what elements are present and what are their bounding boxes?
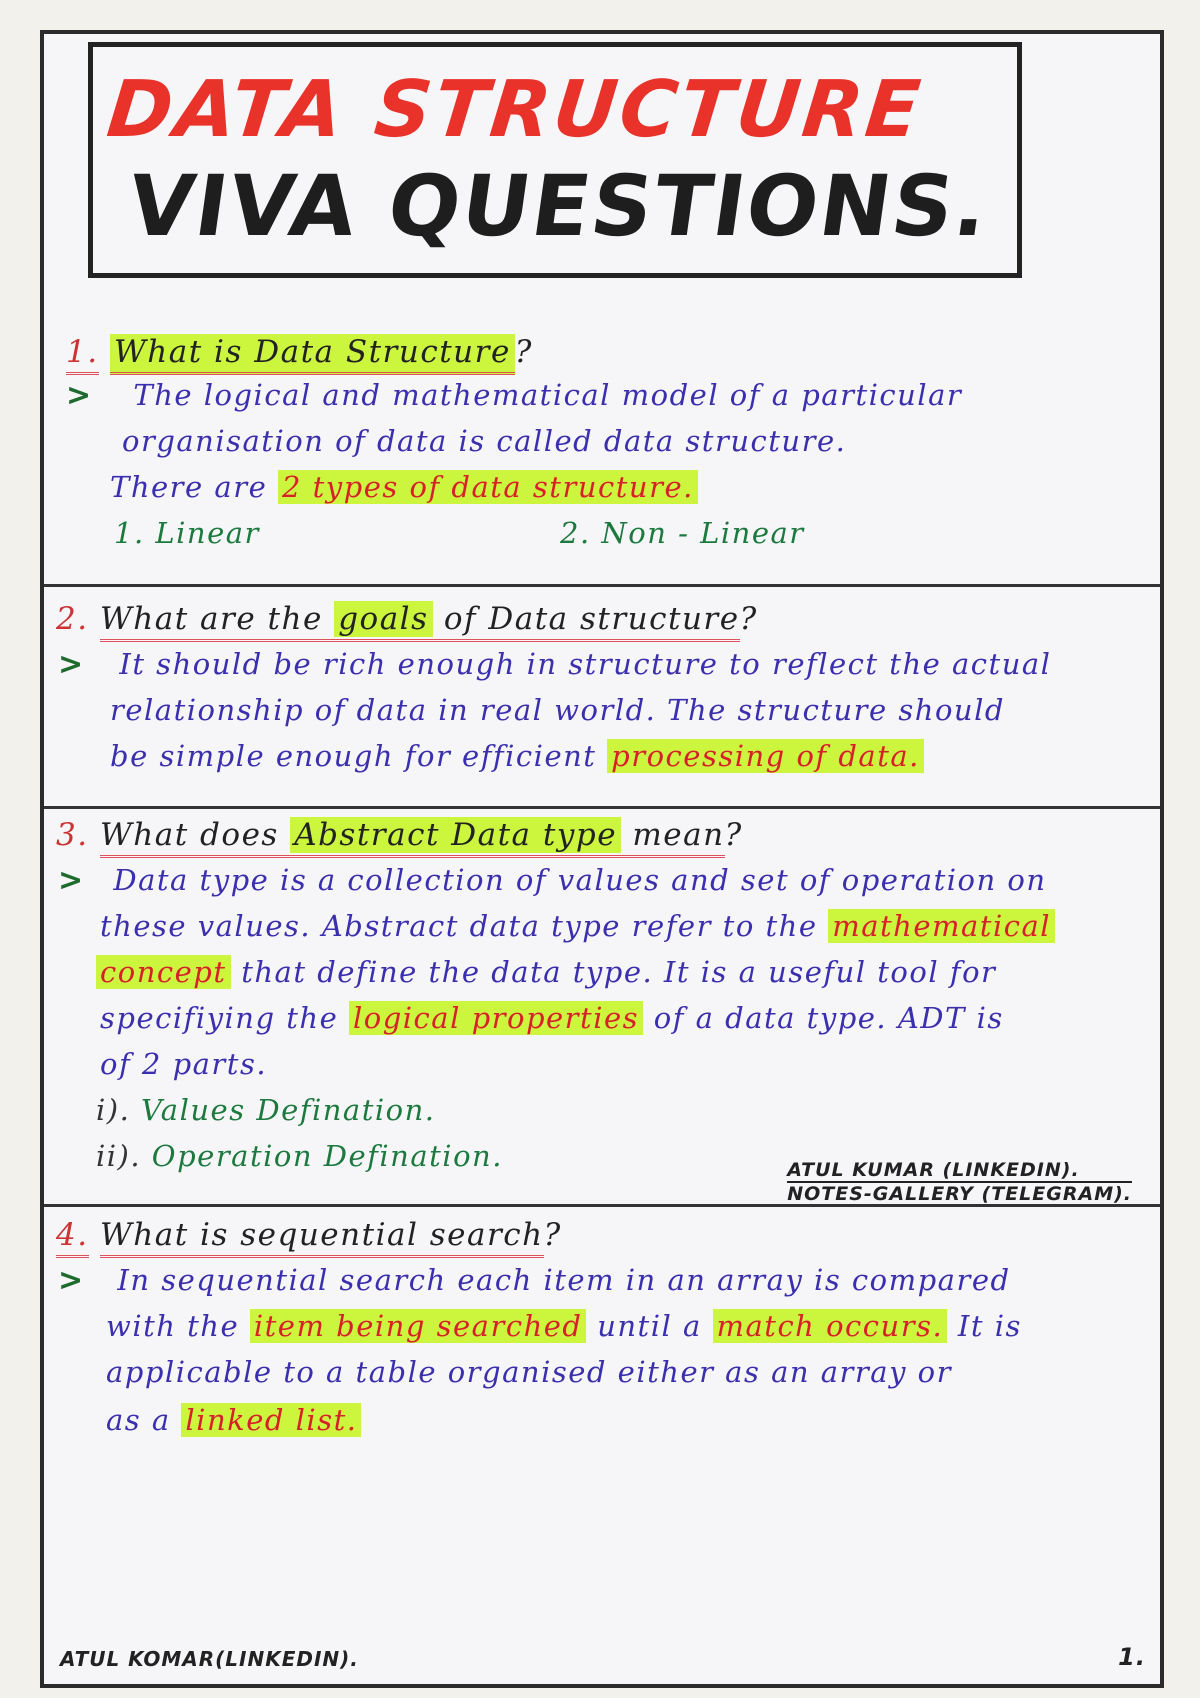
- title-data-structure: DATA STRUCTURE: [103, 65, 927, 155]
- notes-page: [40, 30, 1164, 1688]
- q1-type-linear: 1. Linear: [114, 516, 260, 550]
- q1-question: 1. What is Data Structure ?: [66, 334, 533, 370]
- section-q3: [44, 806, 1160, 1204]
- section-q1: [44, 34, 1160, 584]
- q3-answer-line4: specifiying the logical properties of a data type. ADT is: [100, 1001, 1004, 1035]
- q3-answer-line1: > Data type is a collection of values and set of operation on: [58, 863, 1047, 898]
- arrow-icon: >: [66, 378, 93, 413]
- q1-answer-line1: > The logical and mathematical model of a particular: [66, 378, 963, 413]
- arrow-icon: >: [58, 1263, 85, 1298]
- q2-answer-line3: be simple enough for efficient processing of data.: [110, 739, 924, 773]
- q1-answer-line2: organisation of data is called data structure.: [122, 424, 847, 458]
- q3-answer-line2: these values. Abstract data type refer to the mathematical: [100, 909, 1055, 943]
- q3-question: 3. What does Abstract Data type mean?: [56, 817, 743, 853]
- q1-answer-line3: There are 2 types of data structure.: [110, 470, 698, 504]
- q2-answer-line2: relationship of data in real world. The structure should: [110, 693, 1005, 727]
- signature-linkedin: ATUL KUMAR (LINKEDIN).: [787, 1159, 1132, 1183]
- q4-question: 4. What is sequential search?: [56, 1217, 562, 1253]
- q1-type-nonlinear: 2. Non - Linear: [560, 516, 805, 550]
- page-number: 1.: [1118, 1643, 1146, 1671]
- q3-answer-line3: concept that define the data type. It is a useful tool for: [96, 955, 996, 989]
- q4-answer-line3: applicable to a table organised either as an array or: [106, 1355, 952, 1389]
- q4-answer-line2: with the item being searched until a match occurs. It is: [106, 1309, 1022, 1343]
- arrow-icon: >: [58, 647, 85, 682]
- q2-question: 2. What are the goals of Data structure?: [56, 601, 758, 637]
- q3-part1: i). Values Defination.: [96, 1093, 436, 1127]
- section-q4: [44, 1204, 1160, 1692]
- footer-author: ATUL KOMAR(LINKEDIN).: [60, 1647, 359, 1671]
- arrow-icon: >: [58, 863, 85, 898]
- q3-answer-line5: of 2 parts.: [100, 1047, 268, 1081]
- title-viva-questions: VIVA QUESTIONS.: [122, 157, 996, 255]
- q4-answer-line1: > In sequential search each item in an array is compared: [58, 1263, 1011, 1298]
- signature-telegram: NOTES-GALLERY (TELEGRAM).: [787, 1183, 1132, 1205]
- q3-part2: ii). Operation Defination.: [96, 1139, 503, 1173]
- q4-answer-line4: as a linked list.: [106, 1403, 361, 1437]
- signature-block: [787, 1159, 1132, 1207]
- q2-answer-line1: > It should be rich enough in structure to reflect the actual: [58, 647, 1052, 682]
- section-q2: [44, 584, 1160, 806]
